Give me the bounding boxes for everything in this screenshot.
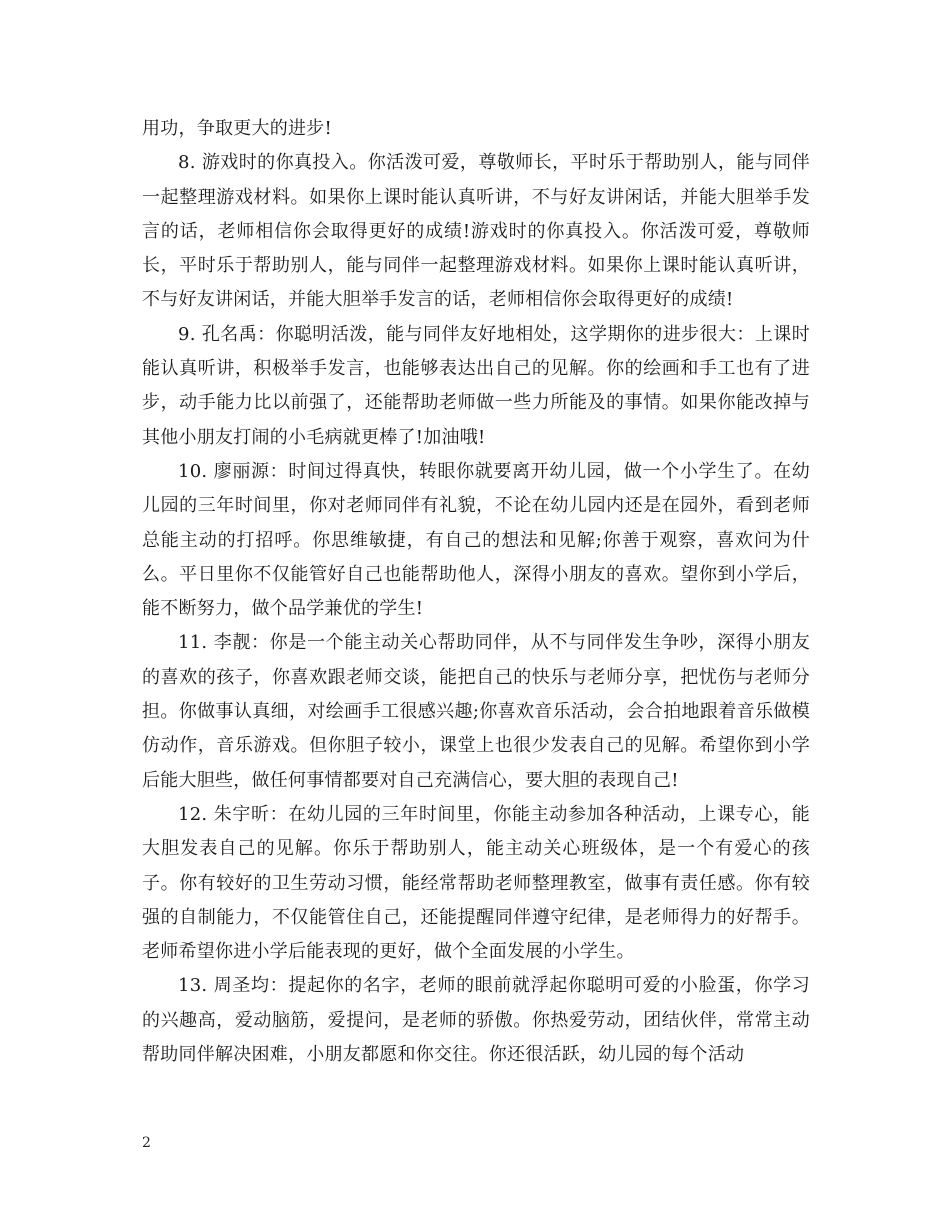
paragraph-comment-8: 8. 游戏时的你真投入。你活泼可爱，尊敬师长，平时乐于帮助别人，能与同伴一起整理游戏材料。如果你上课时能认真听讲，不与好友讲闲话，并能大胆举手发言的话，老师相信你会取得更好的成绩!游戏时的你真投入。你活泼可爱，尊敬师长，平时乐于帮助别人，能与同伴一起整理游戏材料。如果你上课时能认真听讲，不与好友讲闲话，并能大胆举手发言的话，老师相信你会取得更好的成绩! bbox=[142, 152, 810, 311]
paragraph-comment-10: 10. 廖丽源：时间过得真快，转眼你就要离开幼儿园，做一个小学生了。在幼儿园的三年时间里，你对老师同伴有礼貌，不论在幼儿园内还是在园外，看到老师总能主动的打招呼。你思维敏捷，有自己的想法和见解;你善于观察，喜欢问为什么。平日里你不仅能管好自己也能帮助他人，深得小朋友的喜欢。望你到小学后，能不断努力，做个品学兼优的学生! bbox=[142, 460, 810, 620]
paragraph-comment-12: 12. 朱宇昕：在幼儿园的三年时间里，你能主动参加各种活动，上课专心，能大胆发表自己的见解。你乐于帮助别人，能主动关心班级体，是一个有爱心的孩子。你有较好的卫生劳动习惯，能经常帮助老师整理教室，做事有责任感。你有较强的自制能力，不仅能管住自己，还能提醒同伴遵守纪律，是老师得力的好帮手。老师希望你进小学后能表现的更好，做个全面发展的小学生。 bbox=[142, 803, 810, 963]
paragraph-continuation: 用功，争取更大的进步! bbox=[142, 118, 332, 139]
paragraph-comment-11: 11. 李靓：你是一个能主动关心帮助同伴，从不与同伴发生争吵，深得小朋友的喜欢的孩子，你喜欢跟老师交谈，能把自己的快乐与老师分享，把忧伤与老师分担。你做事认真细，对绘画手工很感兴趣;你喜欢音乐活动，会合拍地跟着音乐做模仿动作，音乐游戏。但你胆子较小，课堂上也很少发表自己的见解。希望你到小学后能大胆些，做任何事情都要对自己充满信心，要大胆的表现自己! bbox=[142, 632, 810, 791]
paragraph-comment-13: 13. 周圣均：提起你的名字，老师的眼前就浮起你聪明可爱的小脸蛋，你学习的兴趣高，爱动脑筋，爱提问，是老师的骄傲。你热爱劳动，团结伙伴，常常主动帮助同伴解决困难，小朋友都愿和你交往。你还很活跃，幼儿园的每个活动 bbox=[142, 975, 810, 1066]
paragraph-comment-9: 9. 孔名禹：你聪明活泼，能与同伴友好地相处，这学期你的进步很大：上课时能认真听讲，积极举手发言，也能够表达出自己的见解。你的绘画和手工也有了进步，动手能力比以前强了，还能帮助老师做一些力所能及的事情。如果你能改掉与其他小朋友打闹的小毛病就更棒了!加油哦! bbox=[142, 323, 810, 448]
page-number: 2 bbox=[142, 1135, 151, 1151]
document-body bbox=[142, 112, 810, 1072]
